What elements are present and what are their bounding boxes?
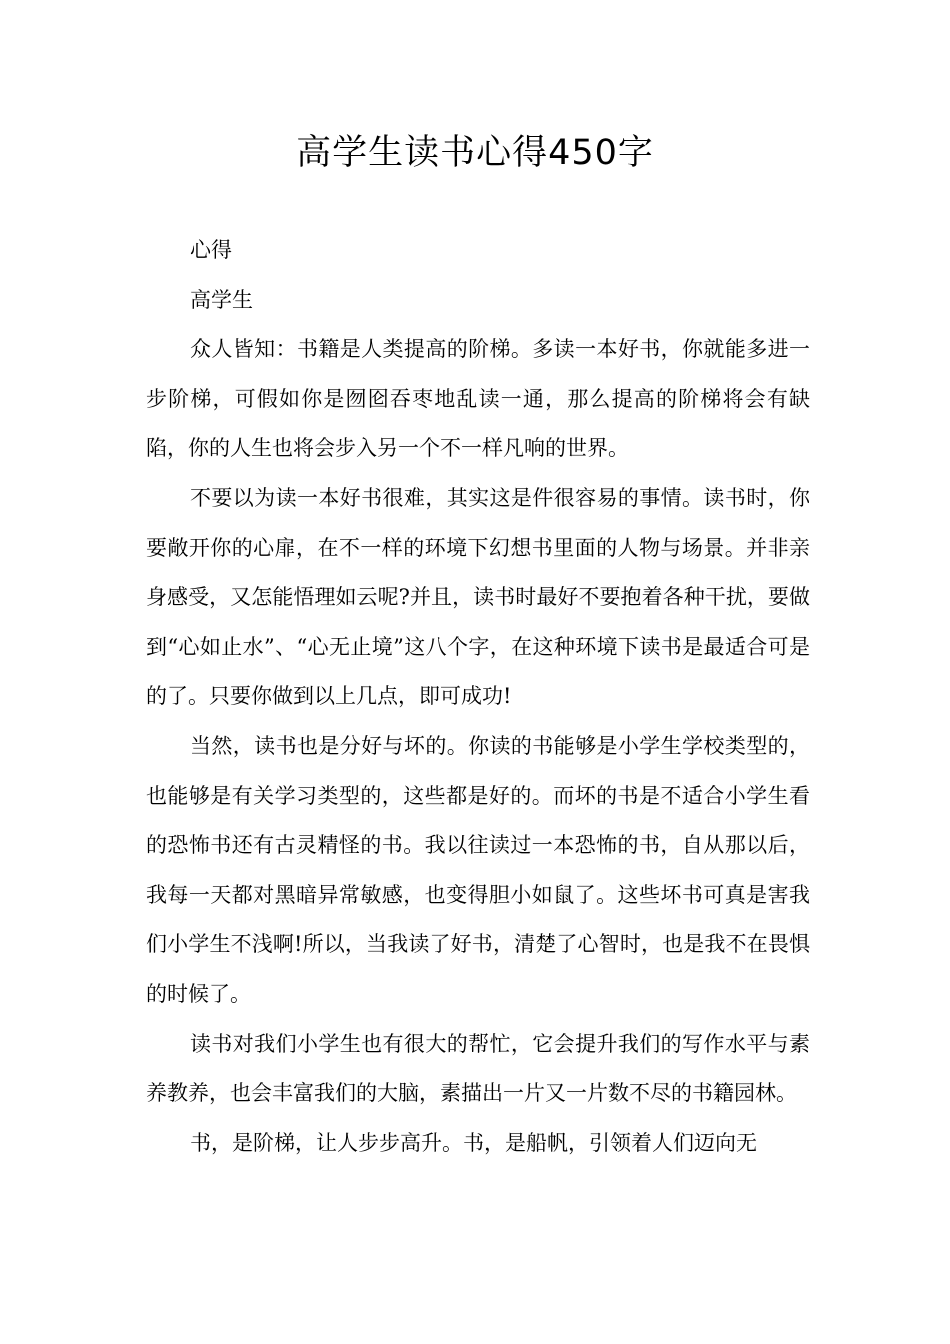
paragraph: 书，是阶梯，让人步步高升。书，是船帆，引领着人们迈向无 [190, 1130, 757, 1155]
paragraph-heading-xinde: 心得 [190, 238, 232, 262]
paragraph: 众人皆知：书籍是人类提高的阶梯。多读一本好书，你就能多进一步阶梯，可假如你是囫囵吞枣地乱读一通，那么提高的阶梯将会有缺陷，你的人生也将会步入另一个不一样凡响的世界。 [146, 337, 810, 461]
document-body [146, 226, 810, 1168]
paragraph: 读书对我们小学生也有很大的帮忙，它会提升我们的写作水平与素养教养，也会丰富我们的大脑，素描出一片又一片数不尽的书籍园林。 [146, 1031, 810, 1106]
paragraph-heading-gaoxuesheng: 高学生 [190, 287, 253, 312]
document-title: 高学生读书心得450字 [296, 133, 654, 173]
paragraph: 当然，读书也是分好与坏的。你读的书能够是小学生学校类型的，也能够是有关学习类型的，这些都是好的。而坏的书是不适合小学生看的恐怖书还有古灵精怪的书。我以往读过一本恐怖的书，自从那以后，我每一天都对黑暗异常敏感，也变得胆小如鼠了。这些坏书可真是害我们小学生不浅啊!所以，当我读了好书，清楚了心智时，也是我不在畏惧的时候了。 [146, 733, 810, 1006]
paragraph: 不要以为读一本好书很难，其实这是件很容易的事情。读书时，你要敞开你的心扉，在不一样的环境下幻想书里面的人物与场景。并非亲身感受，又怎能悟理如云呢?并且，读书时最好不要抱着各种干扰，要做到“心如止水”、“心无止境”这八个字，在这种环境下读书是最适合可是的了。只要你做到以上几点，即可成功! [146, 485, 810, 709]
